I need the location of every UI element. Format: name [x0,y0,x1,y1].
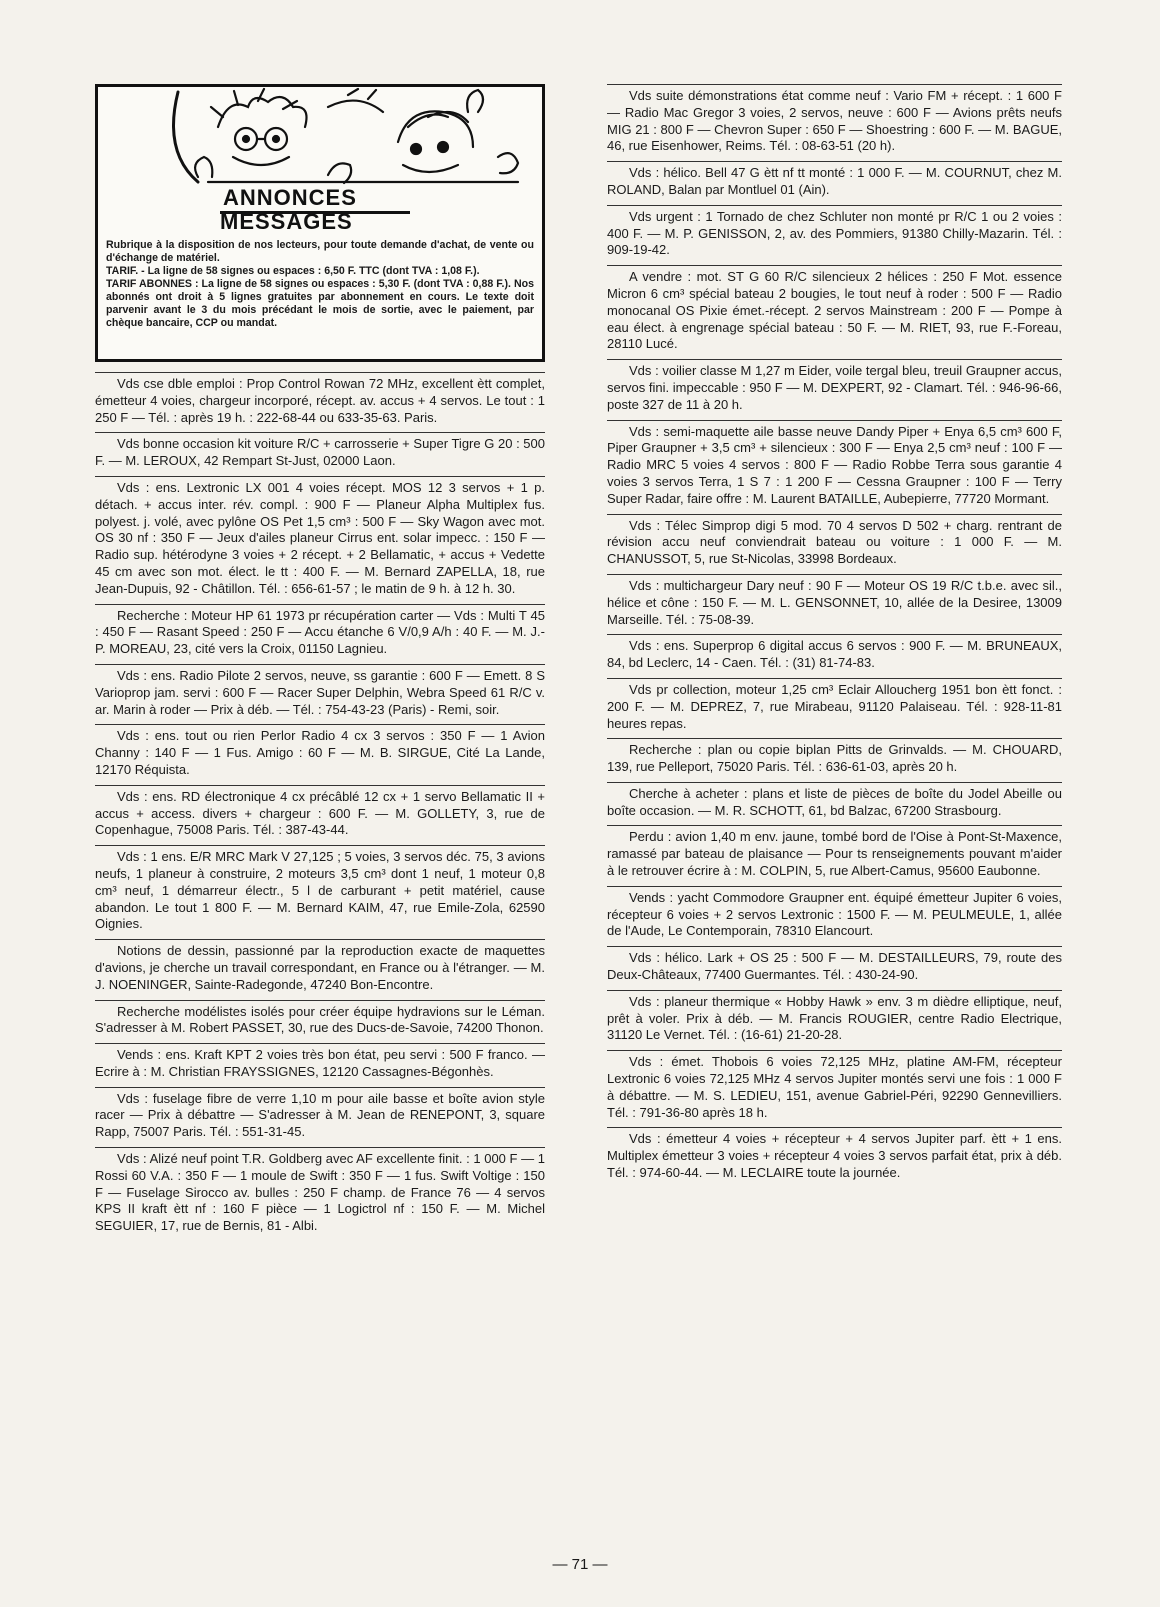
classified-ad: Recherche : plan ou copie biplan Pitts de Grinvalds. — M. CHOUARD, 139, rue Pelleport, 75020 Paris. Tél. : 636-61-03, après 20 h. [607,738,1062,782]
ad-title-line1: ANNONCES [223,185,357,210]
classified-ad: Vds : ens. Radio Pilote 2 servos, neuve, ss garantie : 600 F — Emett. 8 S Varioprop jam. servi : 600 F — Racer Super Delphin, Webra Speed 61 R/C v. ar. Marin à roder — Prix à déb. — Tél. : 754-43-23 (Paris) - Remi, soir. [95,664,545,724]
classified-ad: Vds suite démonstrations état comme neuf : Vario FM + récept. : 1 600 F — Radio Mac Gregor 3 voies, 2 servos, neuve : 600 F — Avions prêts neufs MIG 21 : 800 F — Chevron Super : 650 F — Shoestring : 600 F. — M. BAGUE, 46, rue Eisenhower, Reims. Tél. : 08-63-51 (20 h). [607,84,1062,161]
page-number: — 71 — [552,1556,608,1573]
classified-ad: Vds : émetteur 4 voies + récepteur + 4 servos Jupiter parf. ètt + 1 ens. Multiplex émetteur 3 voies + récepteur 4 voies 3 servos parfait état, prix à déb. Tél. : 974-60-44. — M. LECLAIRE toute la journée. [607,1127,1062,1187]
announcement-header-box [95,84,545,362]
classified-ad: Vds : semi-maquette aile basse neuve Dandy Piper + Enya 6,5 cm³ 600 F, Piper Graupner + 3,5 cm³ + silencieux : 300 F — Enya 2,5 cm³ neuf : 100 F — Radio MRC 5 voies 4 servos : 800 F — Radio Robbe Terra sous garantie 4 voies 3 servos Terra, 1 S 7 : 1 200 F — Cessna Graupner : 100 F — Terry Super Radar, faire offre : M. Laurent BATAILLE, Aubepierre, 77720 Mormant. [607,420,1062,514]
classified-ad: Vds : voilier classe M 1,27 m Eider, voile tergal bleu, treuil Graupner accus, servos fini. impeccable : 950 F — M. DEXPERT, 92 - Clamart. Tél. : 946-96-66, poste 327 de 11 à 20 h. [607,359,1062,419]
classified-ad: Recherche : Moteur HP 61 1973 pr récupération carter — Vds : Multi T 45 : 450 F — Rasant Speed : 250 F — Accu étanche 6 V/0,9 A/h : 40 F. — M. J.-P. MOREAU, 23, cité vers la Croix, 01150 Lagnieu. [95,604,545,664]
classified-ad: Cherche à acheter : plans et liste de pièces de boîte du Jodel Abeille ou boîte occasion. — M. R. SCHOTT, 61, bd Balzac, 67200 Strasbourg. [607,782,1062,826]
classified-ad: Vends : ens. Kraft KPT 2 voies très bon état, peu servi : 500 F franco. — Ecrire à : M. Christian FRAYSSIGNES, 12120 Cassagnes-Bégonhès. [95,1043,545,1087]
ad-title-line2: MESSAGES [220,209,353,234]
classified-ad: Vds : fuselage fibre de verre 1,10 m pour aile basse et boîte avion style racer — Prix à débattre — S'adresser à M. Jean de RENEPONT, 3, square Rapp, 75007 Paris. Tél. : 551-31-45. [95,1087,545,1147]
right-column [607,84,1062,1188]
classified-ad: Perdu : avion 1,40 m env. jaune, tombé bord de l'Oise à Pont-St-Maxence, ramassé par bateau de plaisance — Pour ts renseignements pouvant m'aider à le retrouver écrire à : M. COLPIN, 5, rue Albert-Camus, 95600 Eaubonne. [607,825,1062,885]
classified-ad: Notions de dessin, passionné par la reproduction exacte de maquettes d'avions, je cherche un travail correspondant, en France ou à l'étranger. — M. J. NOENINGER, Sainte-Radegonde, 47240 Bon-Encontre. [95,939,545,999]
classified-ad: A vendre : mot. ST G 60 R/C silencieux 2 hélices : 250 F Mot. essence Micron 6 cm³ spécial bateau 2 bougies, le tout neuf à roder : 500 F — Radio monocanal OS Pixie émet.-récept. 2 servos Mainstream : 200 F — Pompe à eau élect. à engrenage spécial bateau : 50 F. — M. RIET, 93, rue F.-Foreau, 28110 Lucé. [607,265,1062,359]
classified-ad: Vds : ens. Lextronic LX 001 4 voies récept. MOS 12 3 servos + 1 p. détach. + accus inter. rév. compl. : 900 F — Planeur Alpha Multiplex fus. polyest. j. volé, avec pylône OS Pet 1,5 cm³ : 500 F — Sky Wagon avec mot. OS 30 nf : 350 F — Jeux d'ailes planeur Cirrus ent. solar impecc. : 150 F — Radio sup. hétérodyne 3 voies + 2 récept. + 2 Bellamatic, + accus + Vedette 45 cm avec son mot. élect. le tt : 400 F. — M. Bernard ZAPELLA, 18, rue Jean-Dupuis, 92 - Châtillon. Tél. : 656-61-57 ; le matin de 9 h. à 12 h. 30. [95,476,545,604]
classified-ad: Vds : ens. tout ou rien Perlor Radio 4 cx 3 servos : 350 F — 1 Avion Channy : 140 F — 1 Fus. Amigo : 60 F — M. B. SIRGUE, Cité La Lande, 12170 Réquista. [95,724,545,784]
classified-ad: Vds : 1 ens. E/R MRC Mark V 27,125 ; 5 voies, 3 servos déc. 75, 3 avions neufs, 1 planeur à construire, 2 moteurs 3,5 cm³ dont 1 neuf, 1 moteur 0,8 cm³ neuf, 1 démarreur électr., 5 l de carburant + petit matériel, cause abandon. Le tout 1 800 F. — M. Bernard KAIM, 47, rue Emile-Zola, 62590 Oignies. [95,845,545,939]
classified-ad: Vds urgent : 1 Tornado de chez Schluter non monté pr R/C 1 ou 2 voies : 400 F. — M. P. GENISSON, 2, av. des Pommiers, 91380 Chilly-Mazarin. Tél. : 909-19-42. [607,205,1062,265]
classified-ad: Vds bonne occasion kit voiture R/C + carrosserie + Super Tigre G 20 : 500 F. — M. LEROUX, 42 Rempart St-Just, 02000 Laon. [95,432,545,476]
classified-ad: Recherche modélistes isolés pour créer équipe hydravions sur le Léman. S'adresser à M. Robert PASSET, 30, rue des Ducs-de-Savoie, 74200 Thonon. [95,1000,545,1044]
classified-ad: Vends : yacht Commodore Graupner ent. équipé émetteur Jupiter 6 voies, récepteur 6 voies + 2 servos Lextronic : 1500 F. — M. PEULMEULE, 1, allée de l'Aude, Le Contemporain, 78310 Elancourt. [607,886,1062,946]
left-column [95,84,545,1241]
classified-ad: Vds : Alizé neuf point T.R. Goldberg avec AF excellente finit. : 1 000 F — 1 Rossi 60 V.A. : 350 F — 1 moule de Swift : 350 F — 1 fus. Swift Voltige : 150 F — Fuselage Sirocco av. bulles : 250 F champ. de France 76 — 4 servos KPS II kraft ètt nf : 160 F pièce — 1 Logictrol nf : 150 F. — M. Michel SEGUIER, 17, rue de Bernis, 81 - Albi. [95,1147,545,1241]
ad-description [106,239,534,330]
ad-tarif: TARIF. - La ligne de 58 signes ou espaces : 6,50 F. TTC (dont TVA : 1,08 F.). [106,265,480,277]
classified-ad: Vds : hélico. Lark + OS 25 : 500 F — M. DESTAILLEURS, 79, route des Deux-Châteaux, 77400 Guermantes. Tél. : 430-24-90. [607,946,1062,990]
classified-ad: Vds : ens. RD électronique 4 cx précâblé 12 cx + 1 servo Bellamatic II + accus + access. divers + chargeur : 600 F. — M. GOLLETY, 3, rue de Copenhague, 75008 Paris. Tél. : 387-43-44. [95,785,545,845]
ad-intro: Rubrique à la disposition de nos lecteurs, pour toute demande d'achat, de vente ou d'échange de matériel. [106,239,534,264]
classified-ad: Vds : multichargeur Dary neuf : 90 F — Moteur OS 19 R/C t.b.e. avec sil., hélice et cône : 150 F. — M. L. GENSONNET, 10, allée de la Desiree, 13009 Marseille. Tél. : 75-08-39. [607,574,1062,634]
classified-ad: Vds : émet. Thobois 6 voies 72,125 MHz, platine AM-FM, récepteur Lextronic 6 voies 72,125 MHz 4 servos Jupiter montés servi une fois : 1 000 F à débattre. — M. S. LEDIEU, 151, avenue Gabriel-Péri, 92290 Gennevilliers. Tél. : 791-36-80 après 18 h. [607,1050,1062,1127]
classified-ad: Vds : Télec Simprop digi 5 mod. 70 4 servos D 502 + charg. rentrant de révision accu neuf conviendrait bateau ou voiture : 1 000 F. — M. CHANUSSOT, 5, rue St-Nicolas, 33998 Bordeaux. [607,514,1062,574]
classified-ad: Vds pr collection, moteur 1,25 cm³ Eclair Alloucherg 1951 bon ètt fonct. : 200 F. — M. DEPREZ, 7, rue Mirabeau, 91120 Palaiseau. Tél. : 928-11-81 heures repas. [607,678,1062,738]
classified-ad: Vds : ens. Superprop 6 digital accus 6 servos : 900 F. — M. BRUNEAUX, 84, bd Leclerc, 14 - Caen. Tél. : (31) 81-74-83. [607,634,1062,678]
classified-ad: Vds : hélico. Bell 47 G ètt nf tt monté : 1 000 F. — M. COURNUT, chez M. ROLAND, Balan par Montluel 01 (Ain). [607,161,1062,205]
classified-ad: Vds cse dble emploi : Prop Control Rowan 72 MHz, excellent ètt complet, émetteur 4 voies, chargeur incorporé, récept. av. accus + 4 servos. Le tout : 1 250 F — Tél. : après 19 h. : 222-68-44 ou 633-35-63. Paris. [95,372,545,432]
classified-ad: Vds : planeur thermique « Hobby Hawk » env. 3 m dièdre elliptique, neuf, prêt à voler. Prix à déb. — M. Francis ROUGIER, centre Radio Electrique, 31120 Le Vernet. Tél. : (16-61) 21-20-28. [607,990,1062,1050]
ad-tarif-abonnes: TARIF ABONNES : La ligne de 58 signes ou espaces : 5,30 F. (dont TVA : 0,88 F.). Nos abonnés ont droit à 5 lignes gratuites par abonnement en cours. Le texte doit parvenir avant le 3 du mois précédant le mois de sortie, avec le paiement, par chèque bancaire, CCP ou mandat. [106,278,534,329]
